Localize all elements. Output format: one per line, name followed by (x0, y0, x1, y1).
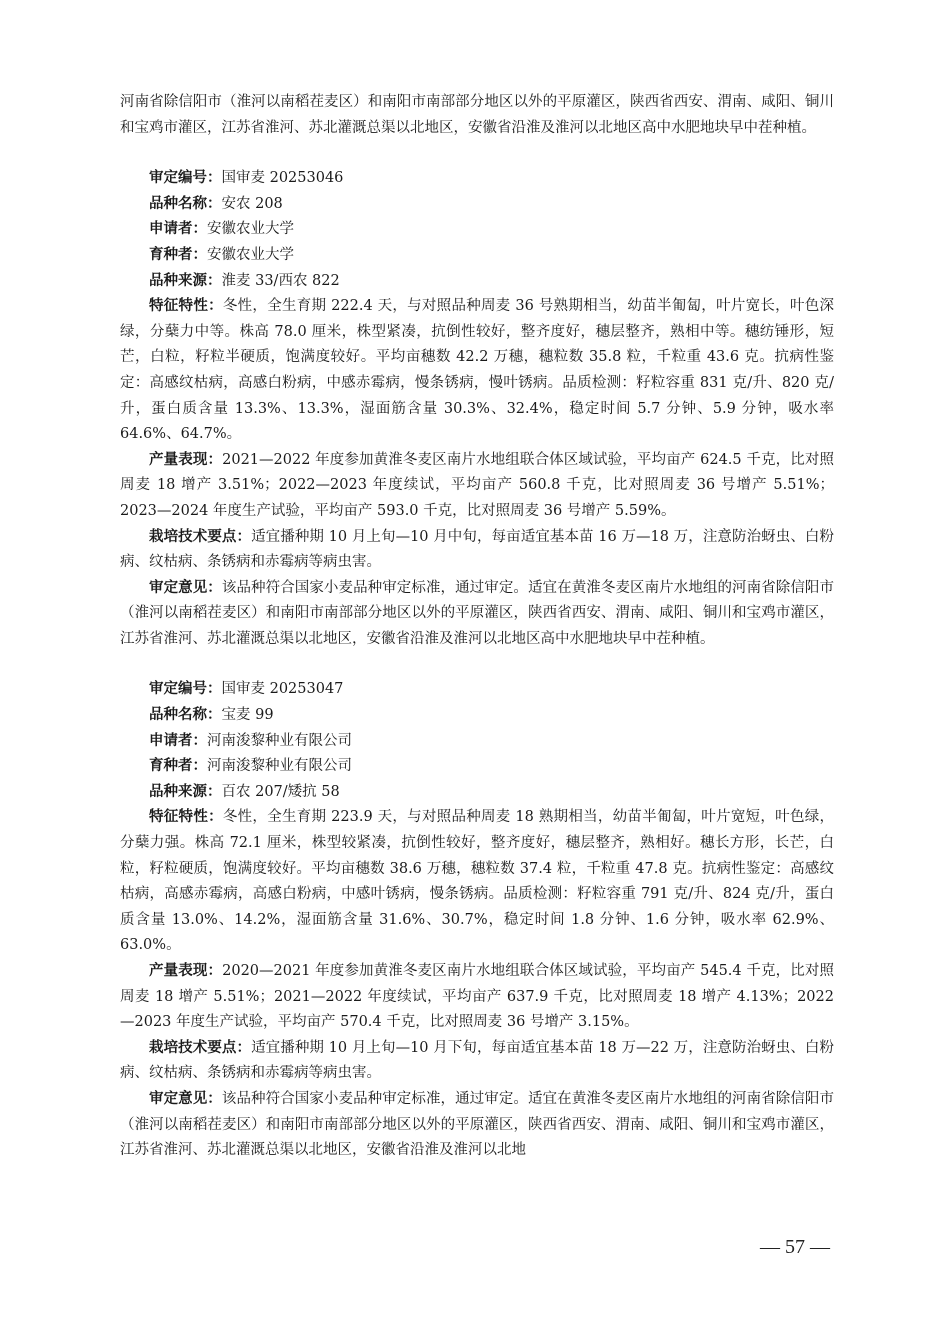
breeder-line (120, 243, 834, 269)
variety-name-line (120, 703, 834, 729)
approval-code-line (120, 677, 834, 703)
field-value: 冬性，全生育期 223.9 天，与对照品种周麦 18 熟期相当，幼苗半匍匐，叶片宽短，叶色绿，分蘖力强。株高 72.1 厘米，株型较紧凑，抗倒性较好，整齐度好，穗层整齐，熟相好。穗长方形，长芒，白粒，籽粒硬质，饱满度较好。平均亩穗数 38.6 万穗，穗粒数 37.4 粒，千粒重 47.8 克。抗病性鉴定：高感纹枯病，高感赤霉病，高感白粉病，中感叶锈病，慢条锈病。品质检测：籽粒容重 791 克/升、824 克/升，蛋白质含量 13.0%、14.2%，湿面筋含量 31.6%、30.7%，稳定时间 1.8 分钟、1.6 分钟，吸水率 62.9%、63.0%。 (120, 809, 834, 954)
yield-paragraph (120, 448, 834, 525)
field-value: 安徽农业大学 (207, 246, 294, 263)
field-label: 栽培技术要点： (149, 1039, 252, 1056)
field-value: 安农 208 (221, 195, 283, 212)
traits-paragraph (120, 294, 834, 448)
source-line (120, 780, 834, 806)
field-label: 审定意见： (149, 1090, 222, 1107)
field-value: 国审麦 20253047 (221, 681, 344, 698)
cultivation-paragraph (120, 1036, 834, 1087)
yield-paragraph (120, 959, 834, 1036)
field-label: 品种名称： (149, 707, 222, 724)
applicant-line (120, 217, 834, 243)
field-label: 申请者： (149, 732, 207, 749)
field-label: 品种来源： (149, 783, 222, 800)
variety-name-line (120, 192, 834, 218)
field-value: 国审麦 20253046 (221, 170, 344, 187)
opinion-paragraph (120, 576, 834, 653)
continued-paragraph: 河南省除信阳市（淮河以南稻茬麦区）和南阳市南部部分地区以外的平原灌区，陕西省西安、渭南、咸阳、铜川和宝鸡市灌区，江苏省淮河、苏北灌溉总渠以北地区，安徽省沿淮及淮河以北地区高中水肥地块早中茬种植。 (120, 94, 834, 136)
variety-entry-anong-208 (120, 166, 834, 652)
source-line (120, 269, 834, 295)
cultivation-paragraph (120, 525, 834, 576)
field-label: 审定意见： (149, 579, 222, 596)
field-label: 产量表现： (149, 963, 223, 979)
opinion-paragraph (120, 1087, 834, 1164)
field-value: 2020—2021 年度参加黄淮冬麦区南片水地组联合体区域试验，平均亩产 545.4 千克，比对照周麦 18 增产 5.51%；2021—2022 年度续试，平均亩产 637.9 千克，比对照周麦 18 增产 4.13%；2022—2023 年度生产试验，平均亩产 570.4 千克，比对照周麦 36 号增产 3.15%。 (120, 963, 834, 1031)
field-label: 特征特性： (149, 298, 223, 315)
document-body (120, 90, 834, 1164)
field-value: 河南浚黎种业有限公司 (207, 758, 352, 775)
field-label: 审定编号： (149, 681, 222, 698)
field-label: 育种者： (149, 246, 207, 263)
field-label: 申请者： (149, 221, 207, 238)
field-value: 适宜播种期 10 月上旬—10 月中旬，每亩适宜基本苗 16 万—18 万，注意防治蚜虫、白粉病、纹枯病、条锈病和赤霉病等病虫害。 (120, 528, 834, 571)
field-label: 审定编号： (149, 170, 222, 187)
traits-paragraph (120, 805, 834, 959)
field-label: 品种来源： (149, 272, 222, 289)
field-value: 百农 207/矮抗 58 (221, 783, 340, 800)
field-value: 安徽农业大学 (207, 221, 294, 238)
field-label: 育种者： (149, 758, 207, 775)
field-value: 2021—2022 年度参加黄淮冬麦区南片水地组联合体区域试验，平均亩产 624.5 千克，比对照周麦 18 增产 3.51%；2022—2023 年度续试，平均亩产 560.8 千克，比对照周麦 36 号增产 5.51%；2023—2024 年度生产试验，平均亩产 593.0 千克，比对照周麦 36 号增产 5.59%。 (120, 451, 834, 519)
applicant-line (120, 729, 834, 755)
field-label: 特征特性： (149, 809, 223, 826)
field-value: 冬性，全生育期 222.4 天，与对照品种周麦 36 号熟期相当，幼苗半匍匐，叶片宽长，叶色深绿，分蘖力中等。株高 78.0 厘米，株型紧凑，抗倒性较好，整齐度好，穗层整齐，熟相中等。穗纺锤形，短芒，白粒，籽粒半硬质，饱满度较好。平均亩穗数 42.2 万穗，穗粒数 35.8 粒，千粒重 43.6 克。抗病性鉴定：高感纹枯病，高感白粉病，中感赤霉病，慢条锈病，慢叶锈病。品质检测：籽粒容重 831 克/升、820 克/升，蛋白质含量 13.3%、13.3%，湿面筋含量 30.3%、32.4%，稳定时间 5.7 分钟、5.9 分钟，吸水率 64.6%、64.7%。 (120, 298, 834, 443)
field-label: 栽培技术要点： (149, 528, 252, 545)
field-value: 该品种符合国家小麦品种审定标准，通过审定。适宜在黄淮冬麦区南片水地组的河南省除信阳市（淮河以南稻茬麦区）和南阳市南部部分地区以外的平原灌区，陕西省西安、渭南、咸阳、铜川和宝鸡市灌区，江苏省淮河、苏北灌溉总渠以北地区，安徽省沿淮及淮河以北地 (120, 1090, 835, 1159)
variety-entry-baomai-99 (120, 677, 834, 1163)
field-value: 该品种符合国家小麦品种审定标准，通过审定。适宜在黄淮冬麦区南片水地组的河南省除信阳市（淮河以南稻茬麦区）和南阳市南部部分地区以外的平原灌区，陕西省西安、渭南、咸阳、铜川和宝鸡市灌区，江苏省淮河、苏北灌溉总渠以北地区，安徽省沿淮及淮河以北地区高中水肥地块早中茬种植。 (120, 579, 835, 647)
field-label: 品种名称： (149, 195, 222, 212)
field-value: 适宜播种期 10 月上旬—10 月下旬，每亩适宜基本苗 18 万—22 万，注意防治蚜虫、白粉病、纹枯病、条锈病和赤霉病等病虫害。 (120, 1039, 834, 1082)
field-value: 河南浚黎种业有限公司 (207, 732, 352, 749)
field-label: 产量表现： (149, 451, 223, 468)
field-value: 淮麦 33/西农 822 (221, 272, 340, 289)
field-value: 宝麦 99 (221, 707, 274, 724)
breeder-line (120, 754, 834, 780)
page-number: — 57 — (760, 1236, 830, 1258)
approval-code-line (120, 166, 834, 192)
